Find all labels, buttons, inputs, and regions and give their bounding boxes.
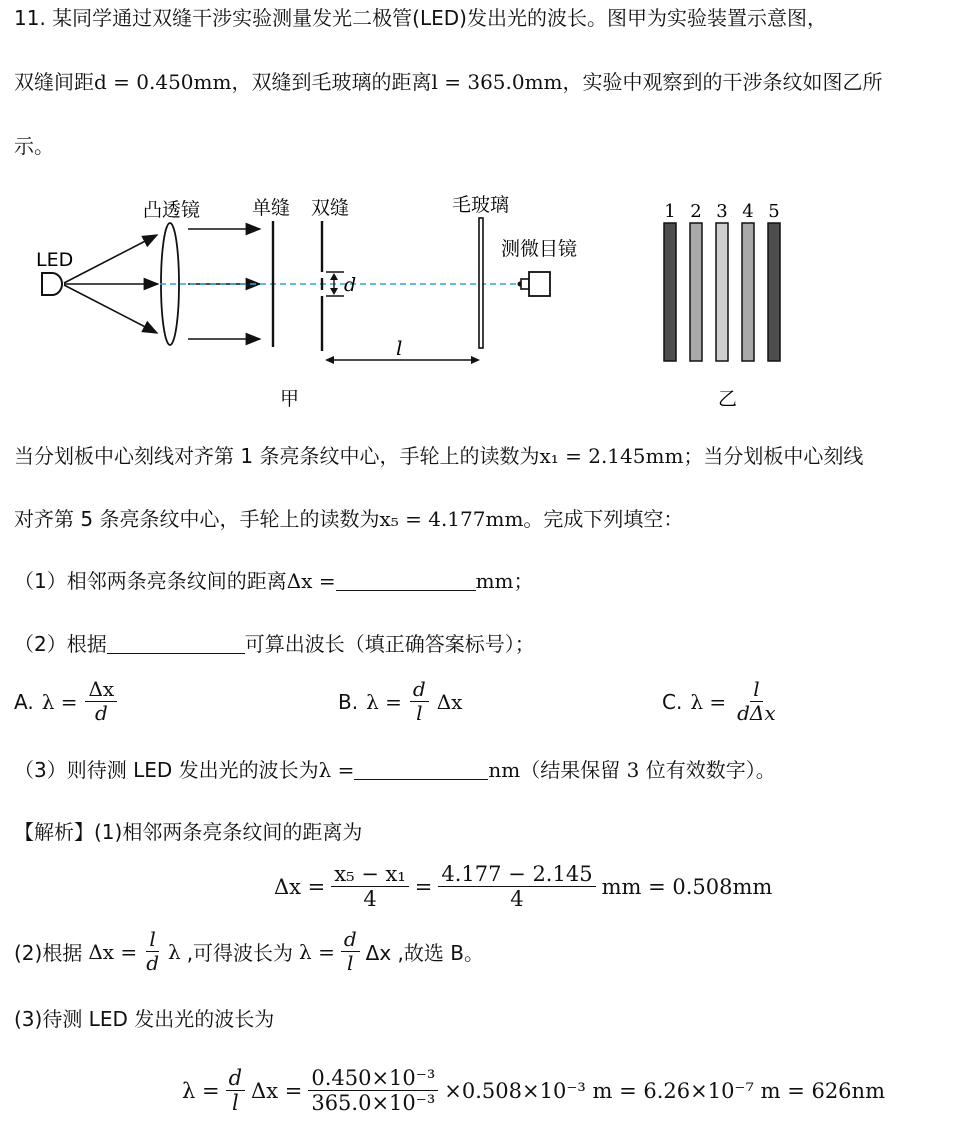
option-fraction <box>734 678 779 725</box>
delta-x-symbol: Δx = <box>286 569 336 593</box>
fraction-numerator: Δx <box>85 678 117 702</box>
fraction-numerator: l <box>750 678 762 702</box>
fraction-denominator: 4 <box>363 887 377 912</box>
answer-blank-3[interactable] <box>354 759 488 780</box>
x5-reading: x₅ = 4.177mm <box>379 507 524 531</box>
l-label: l <box>396 336 403 360</box>
option-fraction <box>410 678 429 725</box>
eq-rhs: ×0.508×10⁻³ m = 6.26×10⁻⁷ m = 626nm <box>444 1078 885 1103</box>
l-arrowhead-right <box>471 356 480 364</box>
fraction-numerator: x₅ − x₁ <box>331 862 408 887</box>
frosted-glass <box>479 218 483 348</box>
eyepiece-neck <box>521 279 529 289</box>
fraction-denominator: d <box>94 701 108 725</box>
option-letter: B. <box>338 689 359 714</box>
lens-label: 凸透镜 <box>143 199 201 221</box>
fringe-label-1: 1 <box>664 201 676 222</box>
fraction-numerator: d <box>341 928 360 952</box>
text-fragment: 对齐第 5 条亮条纹中心，手轮上的读数为 <box>14 507 380 531</box>
eq-rhs: mm = 0.508mm <box>601 874 773 899</box>
question-line-1: 11. 某同学通过双缝干涉实验测量发光二极管(LED)发出光的波长。图甲为实验装置示意图， <box>14 6 827 30</box>
text-fragment: ；当分划板中心刻线 <box>683 444 864 468</box>
fraction-numerator: 0.450×10⁻³ <box>308 1066 438 1091</box>
fraction-numerator: 4.177 − 2.145 <box>438 862 595 887</box>
figure-b-caption: 乙 <box>718 388 738 410</box>
eyepiece-body <box>529 272 550 296</box>
fringe-2 <box>690 223 702 361</box>
reading-line-2 <box>14 505 683 533</box>
eq-fraction <box>341 928 360 975</box>
option-lhs: λ = <box>41 689 78 714</box>
fraction-denominator: l <box>416 701 423 725</box>
solution-line-3: (3)待测 LED 发出光的波长为 <box>14 1007 275 1031</box>
eq-lhs: Δx = <box>274 874 326 899</box>
eq-lhs: λ = <box>299 939 335 964</box>
eq-lhs: λ = <box>182 1078 220 1103</box>
led-icon <box>42 273 62 295</box>
fringe-label-4: 4 <box>742 201 754 222</box>
eq-fraction <box>143 928 162 975</box>
subquestion-2 <box>14 630 535 658</box>
option-c[interactable] <box>662 678 779 725</box>
text-fragment: ，双缝到毛玻璃的距离 <box>231 70 432 94</box>
eyepiece-label: 测微目镜 <box>501 238 578 260</box>
question-line-2 <box>14 68 883 96</box>
text-fragment: Δx ,故选 B。 <box>365 941 484 965</box>
option-letter: C. <box>662 689 683 714</box>
option-letter: A. <box>14 689 34 714</box>
fringe-label-2: 2 <box>690 201 702 222</box>
text-fragment: ,可得波长为 <box>186 941 294 965</box>
text-fragment: （2）根据 <box>14 632 107 656</box>
fraction-denominator: l <box>347 951 354 975</box>
option-lhs: λ = <box>690 689 727 714</box>
reading-line-1 <box>14 442 863 470</box>
text-fragment: （3）则待测 LED 发出光的波长为 <box>14 758 319 782</box>
fringe-1 <box>664 223 676 361</box>
text-fragment: 。完成下列填空： <box>523 507 684 531</box>
fraction-numerator: l <box>146 928 158 952</box>
subquestion-1 <box>14 567 534 595</box>
eq-fraction-2 <box>308 1066 438 1115</box>
solution-line-2 <box>14 928 484 975</box>
text-fragment: ，实验中观察到的干涉条纹如图乙所 <box>562 70 883 94</box>
solution-equation-1 <box>274 862 772 911</box>
fraction-denominator: 4 <box>510 887 524 912</box>
eq-fraction-1 <box>331 862 408 911</box>
question-line-3: 示。 <box>14 134 54 158</box>
fringe-label-3: 3 <box>716 201 728 222</box>
d-equation: d = 0.450mm <box>94 70 232 94</box>
x1-reading: x₁ = 2.145mm <box>539 444 684 468</box>
d-arrowhead-up <box>330 273 338 280</box>
ray-upper <box>64 235 157 283</box>
figure-apparatus <box>0 185 620 415</box>
text-fragment: （1）相邻两条亮条纹间的距离 <box>14 569 287 593</box>
fringe-5 <box>768 223 780 361</box>
figure-a-caption: 甲 <box>280 388 300 410</box>
fraction-numerator: d <box>410 678 429 702</box>
subquestion-3 <box>14 756 776 784</box>
fraction-denominator: l <box>231 1091 239 1116</box>
fraction-denominator: d <box>146 951 159 975</box>
fringe-4 <box>742 223 754 361</box>
unit-mm: mm； <box>475 569 534 593</box>
d-label: d <box>344 274 357 296</box>
option-a[interactable] <box>14 678 117 725</box>
option-tail: Δx <box>436 689 463 714</box>
l-arrowhead-left <box>325 356 334 364</box>
text-fragment: (2)根据 <box>14 941 83 965</box>
double-slit-label: 双缝 <box>311 197 350 219</box>
fringe-3 <box>716 223 728 361</box>
fraction-denominator: dΔx <box>737 701 776 725</box>
text-fragment: 可算出波长（填正确答案标号）； <box>244 632 535 656</box>
single-slit-label: 单缝 <box>252 197 291 219</box>
l-equation: l = 365.0mm <box>431 70 563 94</box>
text-fragment: 当分划板中心刻线对齐第 1 条亮条纹中心，手轮上的读数为 <box>14 444 540 468</box>
fraction-denominator: 365.0×10⁻³ <box>311 1091 436 1116</box>
eq-lhs: Δx = <box>88 939 138 964</box>
fringe-label-5: 5 <box>768 201 780 222</box>
text-fragment: 双缝间距 <box>14 70 94 94</box>
fraction-numerator: d <box>226 1066 245 1091</box>
d-arrowhead-down <box>330 288 338 295</box>
text-fragment: nm（结果保留 3 位有效数字）。 <box>488 758 776 782</box>
figure-fringes <box>650 195 800 415</box>
option-lhs: λ = <box>366 689 402 714</box>
eq-fraction-1 <box>226 1066 245 1115</box>
led-label: LED <box>36 249 74 271</box>
eq-mid: Δx = <box>251 1078 303 1103</box>
option-fraction <box>85 678 117 725</box>
lambda-symbol: λ <box>168 939 181 964</box>
solution-equation-3 <box>182 1066 885 1115</box>
answer-blank-1[interactable] <box>336 570 476 591</box>
solution-heading: 【解析】(1)相邻两条亮条纹间的距离为 <box>14 820 363 844</box>
lambda-symbol: λ = <box>318 758 355 782</box>
ray-lower <box>64 285 157 333</box>
eq-equals: = <box>414 874 433 899</box>
screen-label: 毛玻璃 <box>452 194 510 216</box>
eq-fraction-2 <box>438 862 595 911</box>
option-b[interactable] <box>338 678 462 725</box>
answer-blank-2[interactable] <box>107 633 245 654</box>
